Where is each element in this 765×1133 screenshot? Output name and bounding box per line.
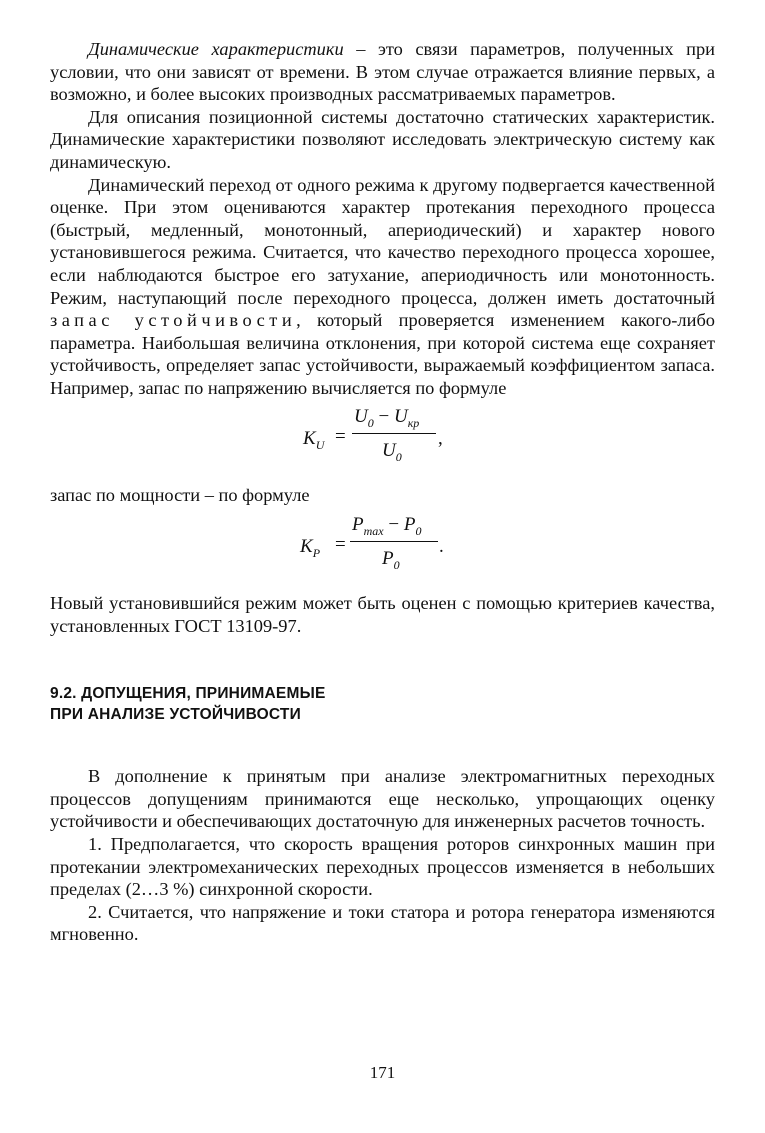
formula-lhs: $K_P$ (300, 536, 321, 560)
formula-lhs: $K_U$ (303, 427, 325, 452)
term-dynamic-characteristics: Динамические характеристики (88, 39, 344, 59)
paragraph-dynamic-transition (50, 174, 715, 400)
page-number: 171 (369, 1063, 396, 1082)
paragraph-assumptions-intro: В дополнение к принятым при анализе электромагнитных переходных процессов допущениям принимаются еще несколько, упрощающих оценку устойчивости и обеспечивающих достаточную для инженерных расчетов точность. (50, 766, 715, 832)
formula-numerator: $U_0 - U_{кр}$ (354, 405, 420, 430)
paragraph-dynamic-characteristics (50, 38, 715, 106)
paragraph-assumption-2: 2. Считается, что напряжение и токи статора и ротора генератора изменяются мгновенно. (50, 901, 715, 945)
formula-denominator: $P_0$ (382, 548, 400, 572)
paragraph-positional-system: Для описания позиционной системы достаточно статических характеристик. Динамические характеристики позволяют исследовать электрическую систему как динамическую. (50, 106, 715, 172)
paragraph-text: – это связи параметров, полученных при условии, что они зависят от времени. В этом случае отражается влияние первых, а возможно, и более высоких производных рассматриваемых параметров. (50, 39, 715, 105)
paragraph-new-steady-state: Новый установившийся режим может быть оценен с помощью критериев качества, установленных ГОСТ 13109-97. (50, 593, 715, 636)
section-heading-line2: ПРИ АНАЛИЗЕ УСТОЙЧИВОСТИ (50, 706, 301, 724)
fraction-bar (352, 433, 436, 434)
section-heading-line1: 9.2. ДОПУЩЕНИЯ, ПРИНИМАЕМЫЕ (50, 685, 326, 703)
page-content (50, 38, 715, 946)
formula-punctuation: , (438, 427, 443, 449)
paragraph-text: Динамический переход от одного режима к другому подвергается качественной оценке. При этом оцениваются характер протекания переходного процесса (быстрый, медленный, монотонный, апериодический) и характер нового установившегося режима. Считается, что качество переходного процесса хорошее, если наблюдаются быстрое его затухание, апериодичность или монотонность. Режим, наступающий после переходного процесса, должен иметь достаточный (50, 174, 715, 308)
formula-numerator: $P_{max} - P_0$ (352, 514, 422, 538)
paragraph-power-margin: запас по мощности – по формуле (50, 484, 310, 505)
formula-equals: = (335, 425, 346, 447)
term-stability-margin: запас устойчивости (50, 310, 297, 331)
formula-equals: = (335, 534, 346, 556)
formula-voltage-margin (50, 406, 715, 484)
formula-power-margin (50, 514, 715, 592)
fraction-bar (350, 541, 438, 542)
section-heading (50, 683, 715, 725)
paragraph-assumption-1: 1. Предполагается, что скорость вращения роторов синхронных машин при протекании электромеханических переходных процессов изменяется в небольших пределах (2…3 %) синхронной скорости. (50, 834, 715, 900)
formula-punctuation: . (439, 536, 444, 558)
paragraph-text: , который проверяется изменением какого-либо параметра. Наибольшая величина отклонения, при которой система еще сохраняет устойчивость, определяет запас устойчивости, выражаемый коэффициентом запаса. Например, запас по напряжению вычисляется по формуле (50, 310, 716, 398)
formula-denominator: $U_0$ (382, 439, 402, 464)
